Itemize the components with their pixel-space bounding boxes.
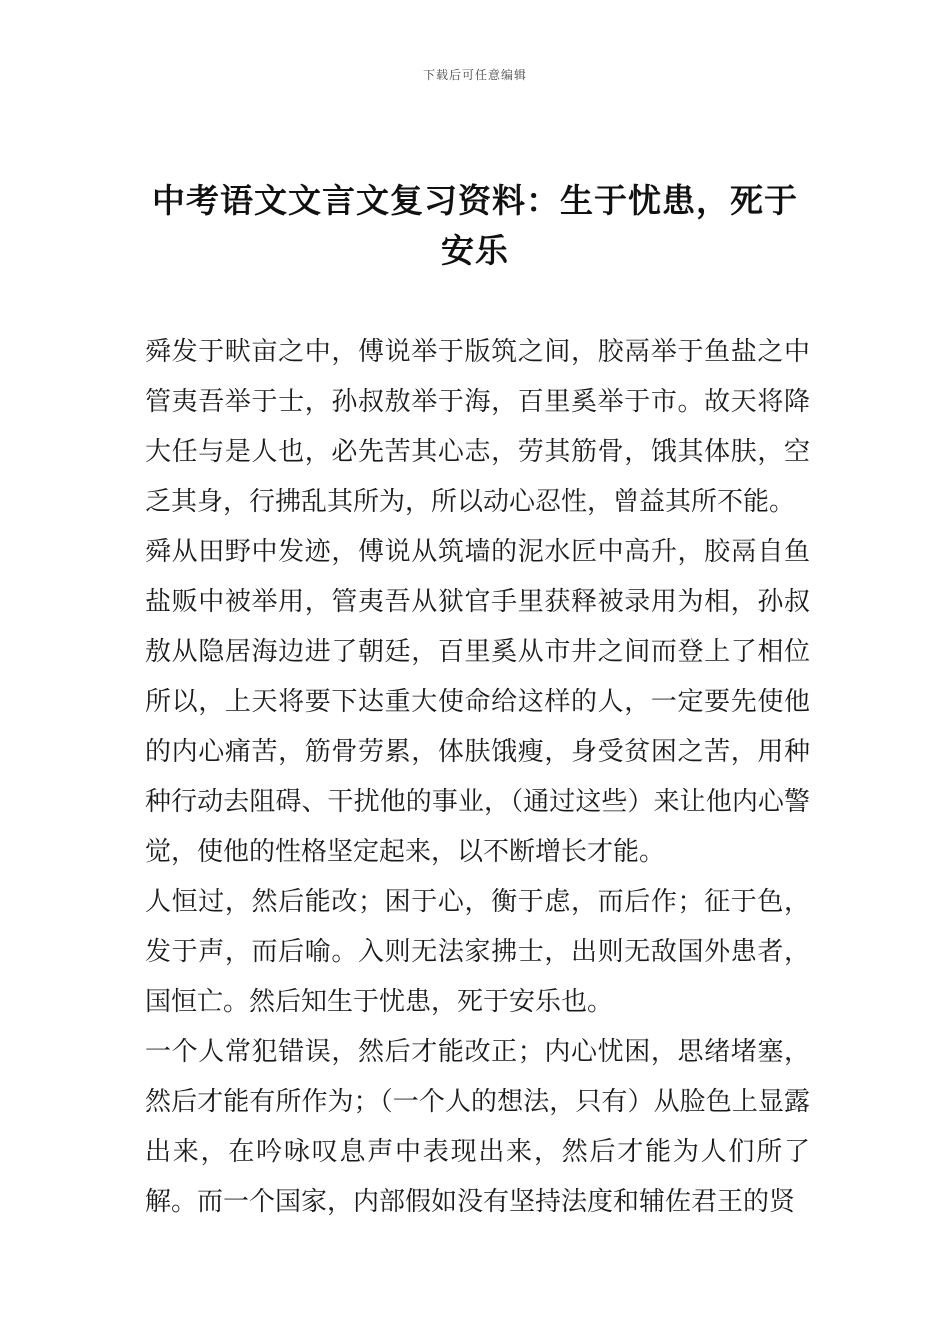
paragraph-translation-2: 一个人常犯错误，然后才能改正；内心忧困，思绪堵塞，然后才能有所作为；（一个人的想法，只有）从脸色上显露出来，在吟咏叹息声中表现出来，然后才能为人们所了解。而一个国家，内部假如没有坚持法度和辅佐君王的贤 bbox=[145, 1037, 810, 1217]
paragraph-translation-1: 舜从田野中发迹，傅说从筑墙的泥水匠中高升，胶鬲自鱼盐贩中被举用，管夷吾从狱官手里获释被录用为相，孙叔敖从隐居海边进了朝廷，百里奚从市井之间而登上了相位所以，上天将要下达重大使命给这样的人，一定要先使他的内心痛苦，筋骨劳累，体肤饿瘦，身受贫困之苦，用种种行动去阻碍、干扰他的事业，（通过这些）来让他内心警觉，使他的性格坚定起来，以不断增长才能。 bbox=[145, 537, 810, 867]
page-header: 下载后可任意编辑 bbox=[422, 68, 527, 82]
document-body bbox=[145, 327, 810, 1227]
paragraph-original-text-1: 舜发于畎亩之中，傅说举于版筑之间，胶鬲举于鱼盐之中管夷吾举于士，孙叔敖举于海，百里奚举于市。故天将降大任与是人也，必先苦其心志，劳其筋骨，饿其体肤，空乏其身，行拂乱其所为，所以动心忍性，曾益其所不能。 bbox=[145, 337, 810, 517]
document-title: 中考语文文言文复习资料：生于忧患，死于安乐 bbox=[152, 181, 798, 270]
paragraph-original-text-2: 人恒过，然后能改；困于心，衡于虑，而后作；征于色，发于声，而后喻。入则无法家拂士，出则无敌国外患者，国恒亡。然后知生于忧患，死于安乐也。 bbox=[145, 887, 810, 1017]
